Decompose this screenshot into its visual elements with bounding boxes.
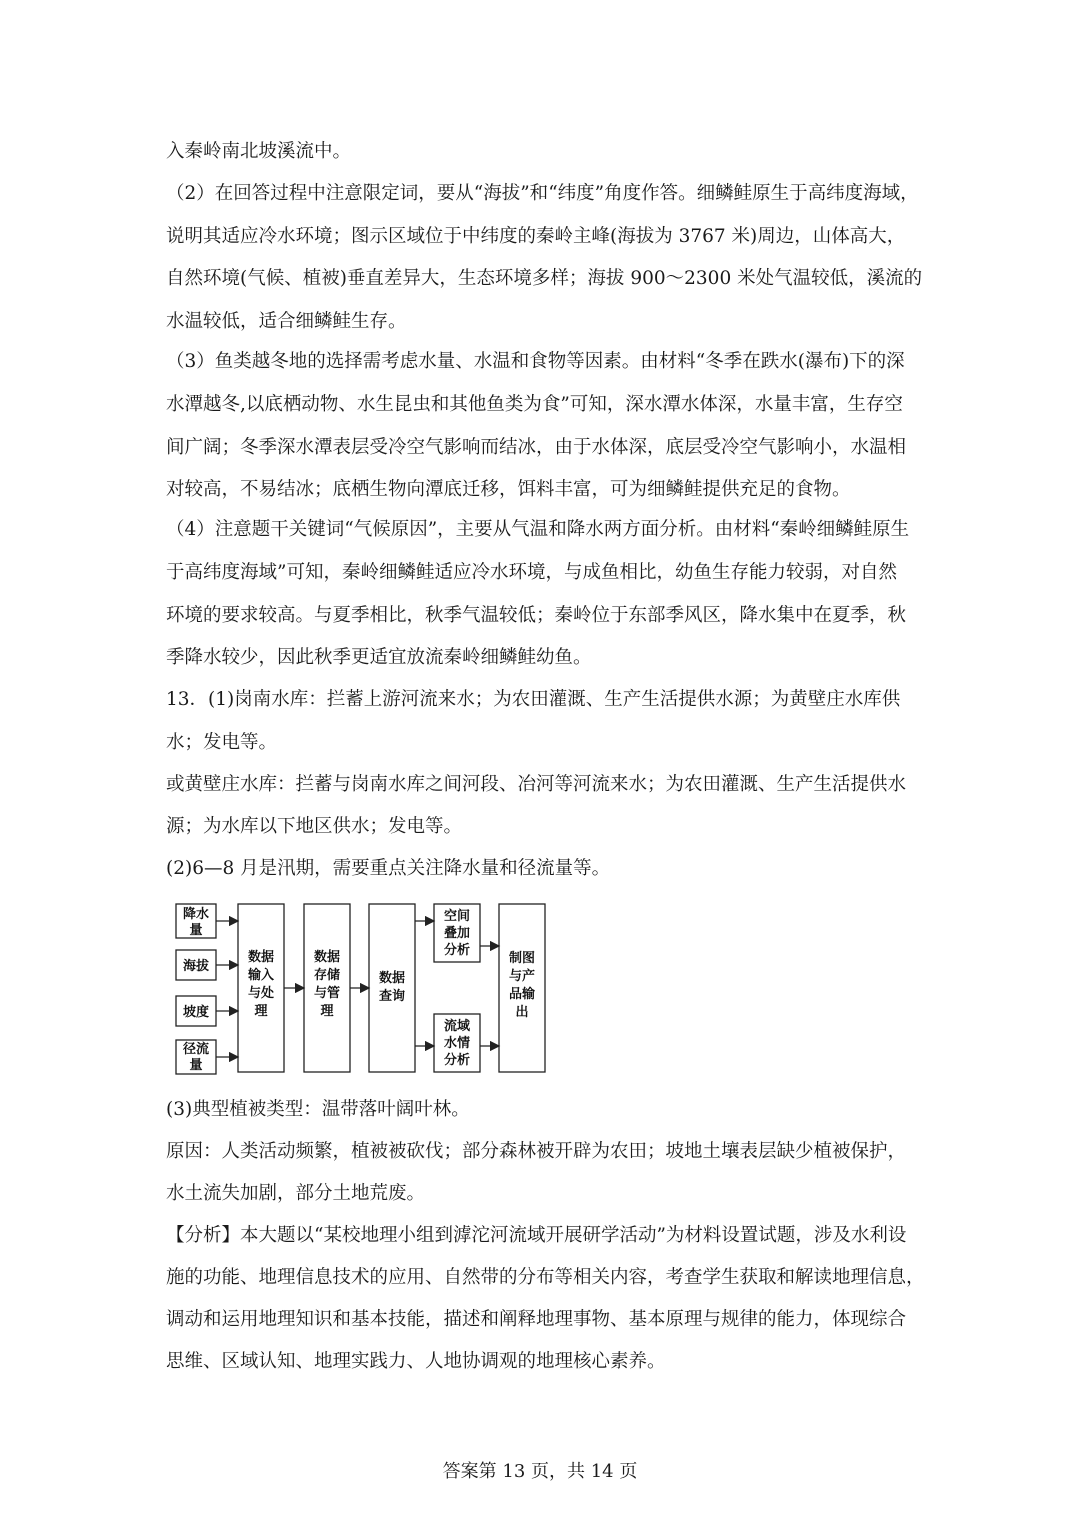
text-line: 源；为水库以下地区供水；发电等。: [166, 816, 463, 837]
text-line: 13．(1)岗南水库：拦蓄上游河流来水；为农田灌溉、生产生活提供水源；为黄壁庄水库供: [166, 689, 901, 710]
process-label: 输入: [247, 968, 275, 983]
text-line: 或黄壁庄水库：拦蓄与岗南水库之间河段、冶河等河流来水；为农田灌溉、生产生活提供水: [166, 774, 907, 795]
text-line: 自然环境(气候、植被)垂直差异大，生态环境多样；海拔 900～2300 米处气温较低，溪流的: [166, 268, 923, 289]
input-label: 径流: [182, 1042, 210, 1057]
text-line: （2）在回答过程中注意限定词，要从“海拔”和“纬度”角度作答。细鳞鲑原生于高纬度海域，: [166, 183, 919, 204]
text-line: 说明其适应冷水环境；图示区域位于中纬度的秦岭主峰(海拔为 3767 米)周边，山体高大，: [166, 226, 906, 247]
process-label: 数据: [313, 950, 341, 965]
text-line: 原因：人类活动频繁，植被被砍伐；部分森林被开辟为农田；坡地土壤表层缺少植被保护，: [166, 1141, 907, 1162]
process-label: 存储: [313, 968, 341, 983]
text-line: (3)典型植被类型：温带落叶阔叶林。: [166, 1099, 470, 1120]
process-label: 与管: [313, 986, 341, 1001]
gis-flow-diagram: [166, 896, 556, 1078]
text-line: 对较高，不易结冰；底栖生物向潭底迁移，饵料丰富，可为细鳞鲑提供充足的食物。: [166, 479, 851, 500]
analysis-label: 水情: [443, 1036, 471, 1051]
text-line: 思维、区域认知、地理实践力、人地协调观的地理核心素养。: [166, 1351, 666, 1372]
text-line: 【分析】本大题以“某校地理小组到滹沱河流域开展研学活动”为材料设置试题，涉及水利设: [166, 1225, 907, 1246]
process-label: 数据: [247, 950, 275, 965]
text-line: 季降水较少，因此秋季更适宜放流秦岭细鳞鲑幼鱼。: [166, 647, 592, 668]
analysis-label: 空间: [443, 909, 471, 924]
process-box-query: [369, 904, 415, 1072]
input-label: 坡度: [182, 1005, 210, 1020]
input-label: 降水: [182, 907, 210, 922]
analysis-label: 流域: [443, 1019, 471, 1034]
text-line: 水潭越冬,以底栖动物、水生昆虫和其他鱼类为食”可知，深水潭水体深，水量丰富，生存空: [166, 394, 903, 415]
text-line: 水温较低，适合细鳞鲑生存。: [166, 311, 407, 332]
text-line: 调动和运用地理知识和基本技能，描述和阐释地理事物、基本原理与规律的能力，体现综合: [166, 1309, 907, 1330]
text-line: 于高纬度海域”可知，秦岭细鳞鲑适应冷水环境，与成鱼相比，幼鱼生存能力较弱，对自然: [166, 562, 897, 583]
process-label: 与处: [247, 986, 275, 1001]
output-label: 品输: [508, 987, 536, 1002]
text-line: 环境的要求较高。与夏季相比，秋季气温较低；秦岭位于东部季风区，降水集中在夏季，秋: [166, 605, 907, 626]
output-label: 与产: [508, 969, 536, 984]
analysis-label: 分析: [443, 1053, 471, 1068]
output-label: 制图: [508, 951, 536, 966]
text-line: （4）注意题干关键词“气候原因”，主要从气温和降水两方面分析。由材料“秦岭细鳞鲑原生: [166, 519, 910, 540]
page-footer: 答案第 13 页，共 14 页: [442, 1461, 638, 1482]
text-line: 入秦岭南北坡溪流中。: [166, 141, 352, 162]
text-line: 施的功能、地理信息技术的应用、自然带的分布等相关内容，考查学生获取和解读地理信息，: [166, 1267, 925, 1288]
input-label: 海拔: [182, 959, 210, 974]
process-label: 数据: [378, 971, 406, 986]
text-line: 间广阔；冬季深水潭表层受冷空气影响而结冰，由于水体深，底层受冷空气影响小，水温相: [166, 437, 907, 458]
text-line: （3）鱼类越冬地的选择需考虑水量、水温和食物等因素。由材料“冬季在跌水(瀑布)下的深: [166, 351, 905, 372]
process-label: 理: [254, 1004, 268, 1019]
process-label: 查询: [378, 989, 406, 1004]
analysis-label: 叠加: [443, 926, 471, 941]
input-label: 量: [189, 1058, 203, 1073]
text-line: 水土流失加剧，部分土地荒废。: [166, 1183, 426, 1204]
text-line: 水；发电等。: [166, 732, 278, 753]
text-line: (2)6—8 月是汛期，需要重点关注降水量和径流量等。: [166, 858, 611, 879]
analysis-label: 分析: [443, 943, 471, 958]
input-label: 量: [189, 923, 203, 938]
output-label: 出: [515, 1005, 529, 1020]
process-label: 理: [320, 1004, 334, 1019]
